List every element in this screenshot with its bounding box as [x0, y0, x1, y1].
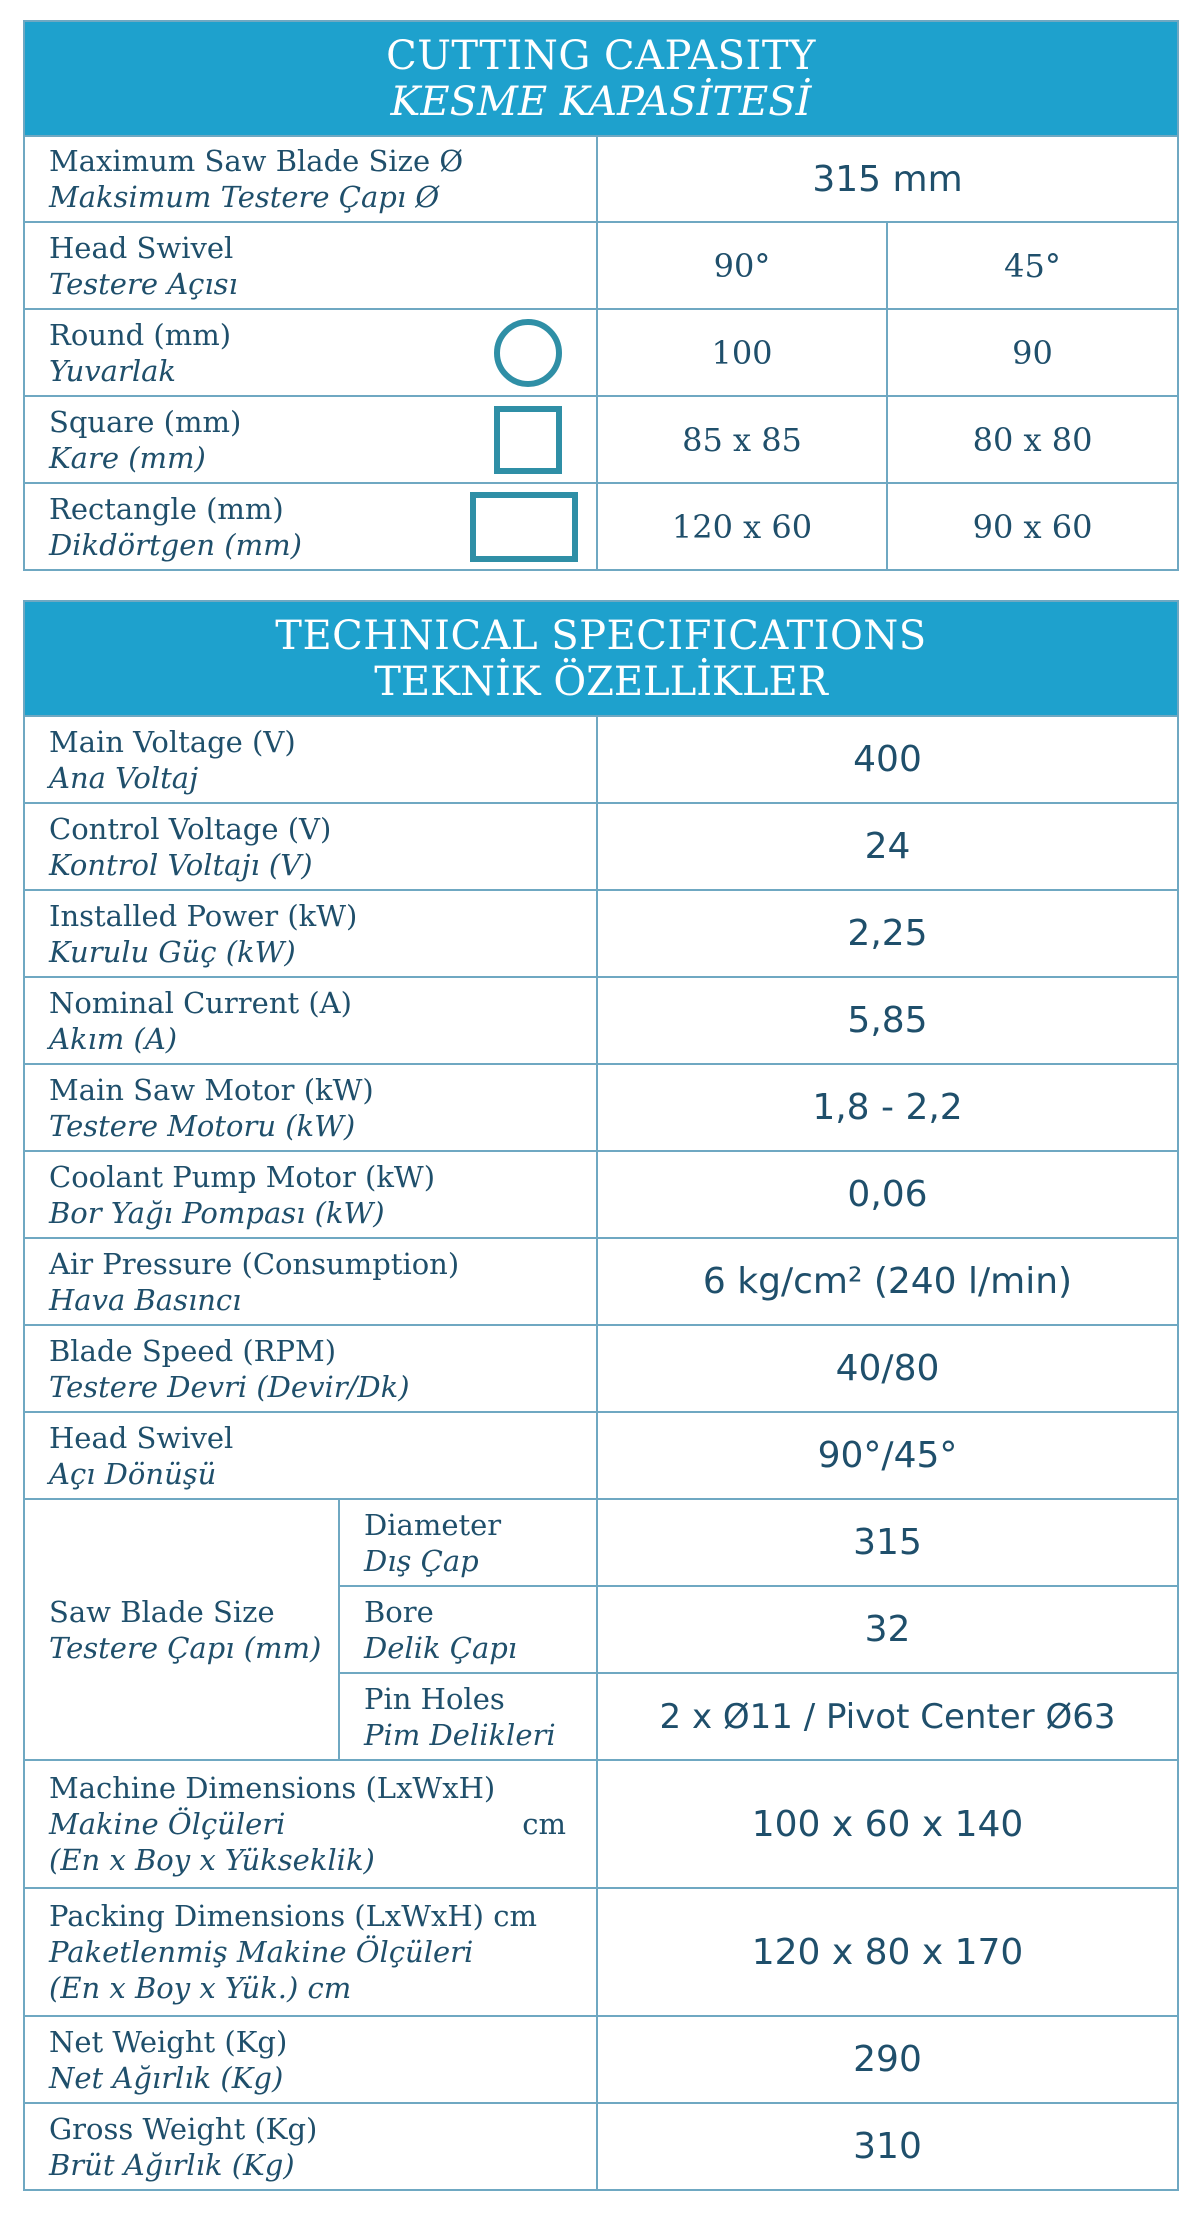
cutting-title-tr: KESME KAPASİTESİ	[390, 78, 812, 125]
round-label: Round (mm) Yuvarlak	[24, 309, 597, 396]
table-row	[24, 1238, 1178, 1325]
table-row	[24, 1151, 1178, 1238]
technical-specifications-header	[24, 601, 1178, 716]
table-row	[24, 1412, 1178, 1499]
technical-specifications-table	[23, 600, 1179, 2191]
rectangle-45-value: 90 x 60	[887, 483, 1178, 570]
table-row	[24, 483, 1178, 570]
spec-value: 2 x Ø11 / Pivot Center Ø63	[597, 1673, 1178, 1760]
spec-label: Nominal Current (A) Akım (A)	[24, 977, 597, 1064]
unit-label: cm	[522, 1807, 566, 1841]
saw-blade-size-label: Saw Blade Size Testere Çapı (mm)	[24, 1499, 339, 1760]
table-row	[24, 309, 1178, 396]
spec-value: 310	[597, 2103, 1178, 2190]
saw-blade-sub-label: Pin Holes Pim Delikleri	[339, 1673, 597, 1760]
table-row	[24, 396, 1178, 483]
spec-label: Air Pressure (Consumption) Hava Basıncı	[24, 1238, 597, 1325]
table-row	[24, 136, 1178, 222]
spec-label: Installed Power (kW) Kurulu Güç (kW)	[24, 890, 597, 977]
spec-value: 400	[597, 716, 1178, 803]
round-45-value: 90	[887, 309, 1178, 396]
spec-value: 1,8 - 2,2	[597, 1064, 1178, 1151]
round-90-value: 100	[597, 309, 887, 396]
rectangle-icon	[470, 492, 578, 562]
spec-label: Main Voltage (V) Ana Voltaj	[24, 716, 597, 803]
head-swivel-label: Head Swivel Testere Açısı	[24, 222, 597, 309]
spec-value: 6 kg/cm² (240 l/min)	[597, 1238, 1178, 1325]
table-row	[24, 1499, 1178, 1586]
blade-size-label: Maximum Saw Blade Size Ø Maksimum Testere Çapı Ø	[24, 136, 597, 222]
table-row	[24, 222, 1178, 309]
spec-value: 40/80	[597, 1325, 1178, 1412]
table-row	[24, 803, 1178, 890]
table-row	[24, 2103, 1178, 2190]
spec-value: 32	[597, 1586, 1178, 1673]
blade-size-value: 315 mm	[597, 136, 1178, 222]
spec-value: 290	[597, 2016, 1178, 2103]
spec-label: Blade Speed (RPM) Testere Devri (Devir/Dk)	[24, 1325, 597, 1412]
spec-value: 24	[597, 803, 1178, 890]
square-90-value: 85 x 85	[597, 396, 887, 483]
tech-title-tr: TEKNİK ÖZELLİKLER	[374, 658, 828, 705]
swivel-45-value: 45°	[887, 222, 1178, 309]
spec-value: 2,25	[597, 890, 1178, 977]
spec-label: Head Swivel Açı Dönüşü	[24, 1412, 597, 1499]
cutting-title-en: CUTTING CAPASITY	[386, 32, 816, 79]
table-row	[24, 890, 1178, 977]
spec-label: Coolant Pump Motor (kW) Bor Yağı Pompası (kW)	[24, 1151, 597, 1238]
spec-value: 315	[597, 1499, 1178, 1586]
square-label: Square (mm) Kare (mm)	[24, 396, 597, 483]
square-45-value: 80 x 80	[887, 396, 1178, 483]
spec-value: 120 x 80 x 170	[597, 1888, 1178, 2016]
machine-dimensions-label: Machine Dimensions (LxWxH) Makine Ölçüleri (En x Boy x Yükseklik) cm	[24, 1760, 597, 1888]
cutting-capacity-table	[23, 20, 1179, 571]
spec-label: Main Saw Motor (kW) Testere Motoru (kW)	[24, 1064, 597, 1151]
tech-title-en: TECHNICAL SPECIFICATIONS	[275, 612, 927, 659]
circle-icon	[494, 319, 562, 387]
table-row	[24, 716, 1178, 803]
table-row	[24, 977, 1178, 1064]
saw-blade-sub-label: Bore Delik Çapı	[339, 1586, 597, 1673]
net-weight-label: Net Weight (Kg) Net Ağırlık (Kg)	[24, 2016, 597, 2103]
table-row	[24, 1760, 1178, 1888]
square-icon	[494, 406, 562, 474]
spec-label: Control Voltage (V) Kontrol Voltajı (V)	[24, 803, 597, 890]
spec-value: 100 x 60 x 140	[597, 1760, 1178, 1888]
table-row	[24, 1325, 1178, 1412]
spec-value: 5,85	[597, 977, 1178, 1064]
table-row	[24, 1888, 1178, 2016]
gross-weight-label: Gross Weight (Kg) Brüt Ağırlık (Kg)	[24, 2103, 597, 2190]
spec-value: 90°/45°	[597, 1412, 1178, 1499]
cutting-capacity-header	[24, 21, 1178, 136]
packing-dimensions-label: Packing Dimensions (LxWxH) cm Paketlenmiş Makine Ölçüleri (En x Boy x Yük.) cm	[24, 1888, 597, 2016]
swivel-90-value: 90°	[597, 222, 887, 309]
table-row	[24, 1064, 1178, 1151]
saw-blade-sub-label: Diameter Dış Çap	[339, 1499, 597, 1586]
rectangle-90-value: 120 x 60	[597, 483, 887, 570]
spec-value: 0,06	[597, 1151, 1178, 1238]
rectangle-label: Rectangle (mm) Dikdörtgen (mm)	[24, 483, 597, 570]
table-row	[24, 2016, 1178, 2103]
